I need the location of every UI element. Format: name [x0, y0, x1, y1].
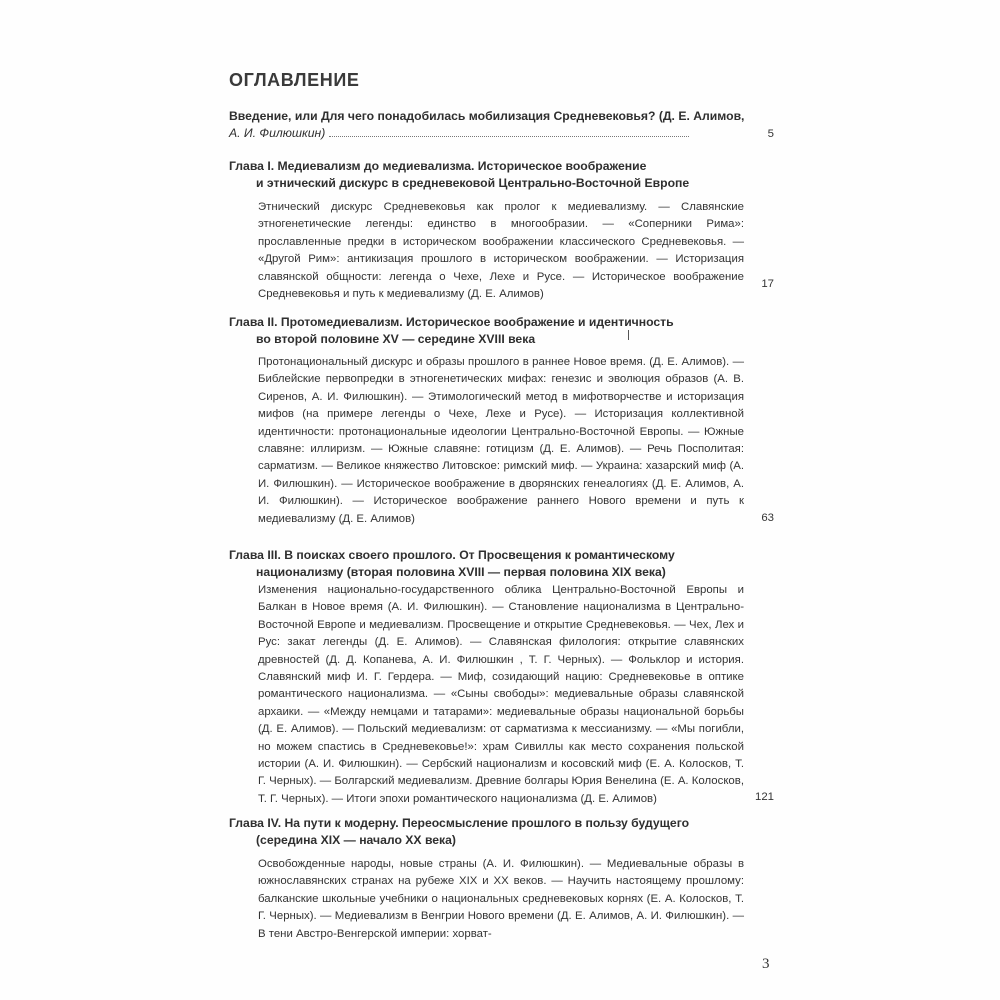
chapter-1-body: Этнический дискурс Средневековья как пролог к медиевализму. — Славянские этногенетические легенды: единство в многообразии. — «Соперники Рима»: прославленные предки в историческом воображении классического Средневековья. — «Другой Рим»: антикизация прошлого в историческом воображении. — Историзация славянской общности: легенда о Чехе, Лехе и Русе. — Историческое воображение Средневековья и путь к медиевализму (Д. Е. Алимов): [258, 201, 744, 301]
toc-heading: ОГЛАВЛЕНИЕ: [229, 70, 360, 90]
chapter-1-title-line2: и этнический дискурс в средневековой Центрально-Восточной Европе: [256, 176, 690, 190]
toc-entry-chapter-2: [229, 314, 774, 528]
chapter-1-page: 17: [761, 278, 774, 290]
chapter-3-title: [229, 547, 774, 581]
chapter-4-title-line2: (середина XIX — начало XX века): [256, 833, 456, 847]
chapter-3-body: Изменения национально-государственного облика Центрально-Восточной Европы и Балкан в Новое время (А. И. Филюшкин). — Становление национализма в Центрально-Восточной Европе и медиевализм. Просвещение и открытие Средневековья. — Чех, Лех и Рус: закат легенды (Д. Е. Алимов). — Славянская филология: открытие славянских древностей (Д. Д. Копанева, А. И. Филюшкин , Т. Г. Черных). — Фольклор и история. Славянский миф И. Г. Гердера. — Миф, созидающий нацию: Средневековье в оптике романтического национализма. — «Сыны свободы»: медиевальные образы славянской архаики. — «Между немцами и татарами»: медиевальные образы национальной борьбы (Д. Е. Алимов). — Польский медиевализм: от сарматизма к мессианизму. — «Мы погибли, но можем спастись в Средневековье!»: храм Сивиллы как место сохранения польской истории (А. И. Филюшкин). — Сербский национализм и косовский миф (Е. А. Колосков, Т. Г. Черных). — Болгарский медиевализм. Древние болгары Юрия Венелина (Е. А. Колосков, Т. Г. Черных). — Итоги эпохи романтического национализма (Д. Е. Алимов): [258, 584, 744, 805]
chapter-4-title-line1: Глава IV. На пути к модерну. Переосмысление прошлого в пользу будущего: [229, 816, 690, 830]
intro-title-line2: А. И. Филюшкин): [229, 126, 326, 140]
leader-dots: [329, 135, 689, 137]
chapter-3-page: 121: [754, 791, 774, 803]
chapter-1-title: [229, 158, 774, 192]
page-number: 3: [762, 956, 770, 972]
chapter-2-title-line1: Глава II. Протомедиевализм. Историческое воображение и идентичность: [229, 315, 674, 329]
intro-title-line1: Введение, или Для чего понадобилась мобилизация Средневековья? (Д. Е. Алимов,: [229, 109, 745, 123]
intro-title: [229, 108, 774, 142]
print-mark: [628, 330, 629, 340]
toc-entry-chapter-3: [229, 547, 774, 808]
intro-page: 5: [767, 128, 774, 140]
chapter-3-title-line2: национализму (вторая половина XVIII — первая половина XIX века): [256, 565, 666, 579]
chapter-2-page: 63: [761, 512, 774, 524]
chapter-2-title-line2: во второй половине XV — середине XVIII века: [256, 332, 536, 346]
toc-entry-intro: [229, 108, 774, 142]
chapter-2-body: Протонациональный дискурс и образы прошлого в раннее Новое время. (Д. Е. Алимов). — Библейские первопредки в этногенетических мифах: генезис и эволюция образов (А. В. Сиренов, А. И. Филюшкин). — Этимологический метод в мифотворчестве и историзация мифов (на примере легенды о Чехе, Лехе и Русе). — Историзация коллективной идентичности: протонациональные идеологии Центрально-Восточной Европы. — Южные славяне: иллиризм. — Южные славяне: готицизм (Д. Е. Алимов). — Речь Посполитая: сарматизм. — Великое княжество Литовское: римский миф. — Украина: хазарский миф (А. И. Филюшкин). — Историческое воображение в дворянских генеалогиях (Д. Е. Алимов, А. И. Филюшкин). — Историческое воображение раннего Нового времени и путь к медиевализму (Д. Е. Алимов): [258, 356, 744, 525]
toc-entry-chapter-1: [229, 158, 774, 303]
chapter-2-title: [229, 314, 774, 348]
toc-entry-chapter-4: [229, 815, 774, 943]
chapter-1-title-line1: Глава I. Медиевализм до медиевализма. Историческое воображение: [229, 159, 647, 173]
chapter-4-title: [229, 815, 774, 849]
chapter-4-body: Освобожденные народы, новые страны (А. И. Филюшкин). — Медиевальные образы в южнославянских странах на рубеже XIX и XX веков. — Научить настоящему прошлому: балканские школьные учебники о национальных средневековых корнях (Е. А. Колосков, Т. Г. Черных). — Медиевализм в Венгрии Нового времени (Д. Е. Алимов, А. И. Филюшкин). — В тени Австро-Венгерской империи: хорват-: [258, 858, 744, 940]
chapter-3-title-line1: Глава III. В поисках своего прошлого. От Просвещения к романтическому: [229, 548, 675, 562]
